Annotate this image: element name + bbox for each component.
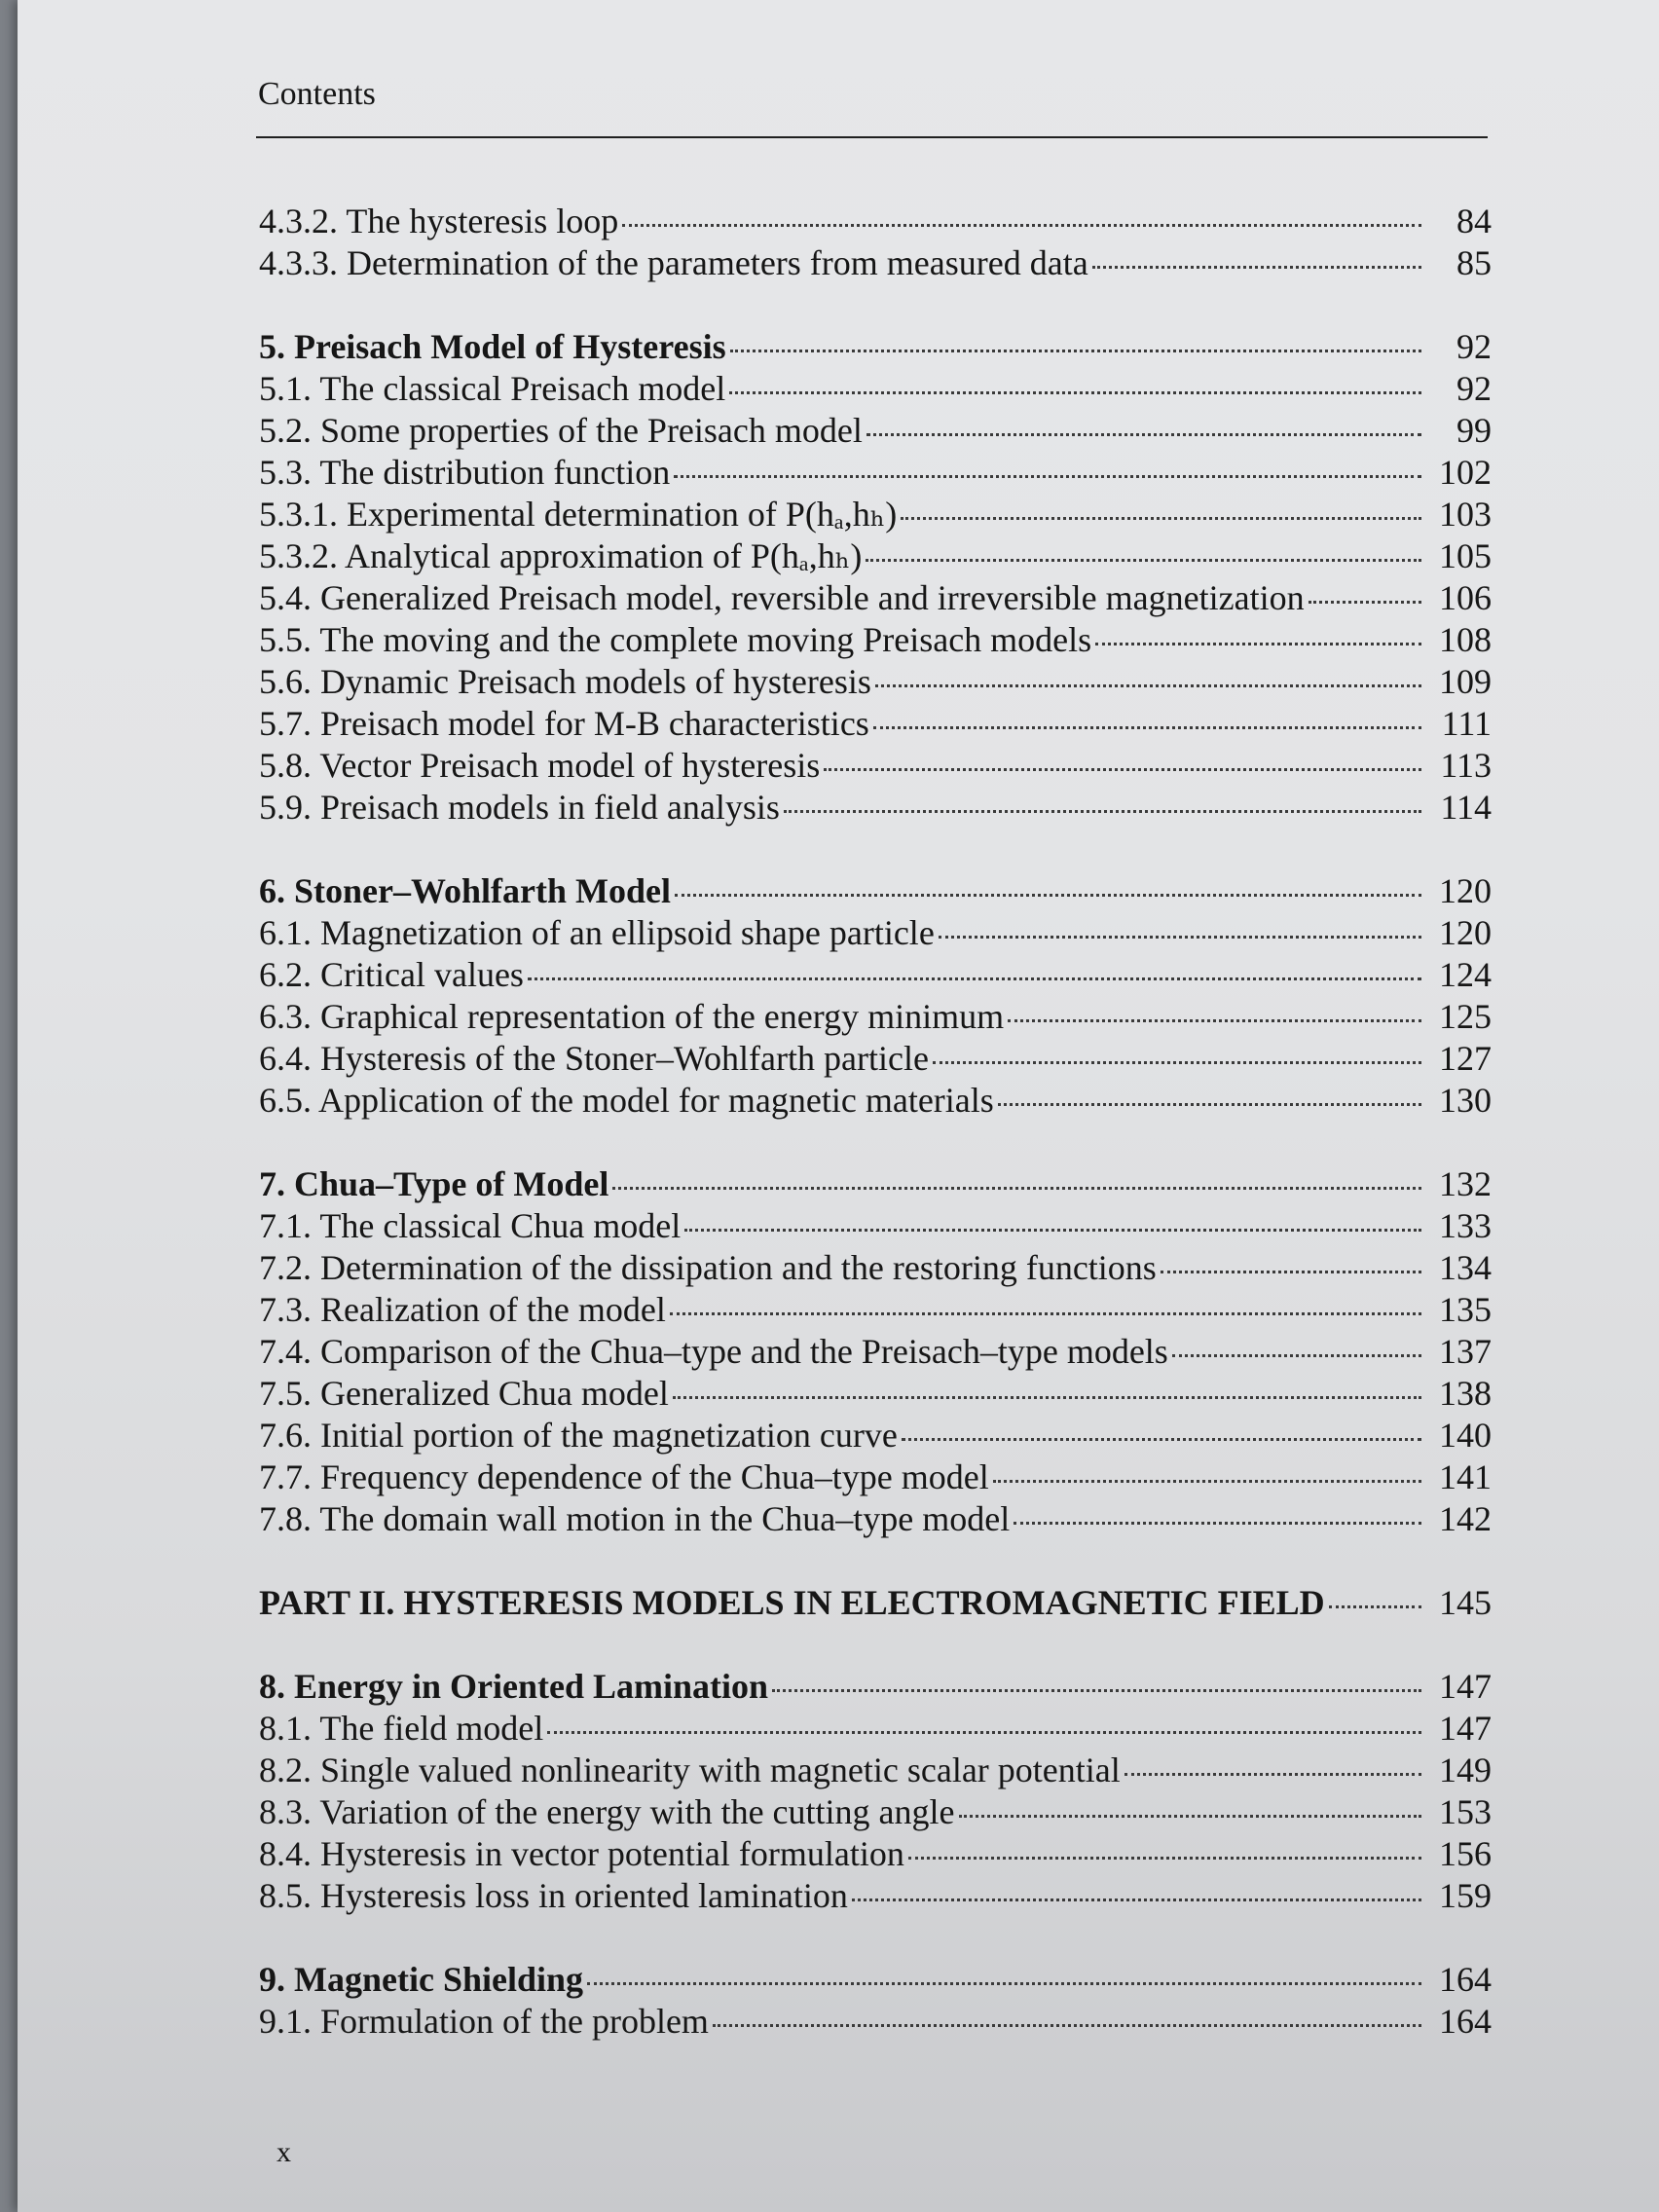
toc-entry — [259, 1289, 1492, 1331]
toc-entry — [259, 703, 1492, 745]
toc-entry-page: 164 — [1439, 2002, 1492, 2041]
toc-entry-page: 102 — [1439, 453, 1492, 492]
toc-entry-title: 7.3. Realization of the model — [259, 1290, 666, 1329]
toc-entry — [259, 1205, 1492, 1247]
dot-leader — [784, 809, 1421, 813]
toc-entry-page: 105 — [1439, 536, 1492, 575]
toc-entry-title: 5.3.1. Experimental determination of P(hₐ,hₕ) — [259, 495, 898, 534]
toc-entry — [259, 452, 1492, 494]
toc-entry-title: 5.2. Some properties of the Preisach model — [259, 411, 863, 450]
toc-entry-title: 6.2. Critical values — [259, 955, 524, 994]
toc-entry-title: 9.1. Formulation of the problem — [259, 2002, 709, 2041]
toc-entry-page: 137 — [1439, 1332, 1492, 1371]
toc-entry — [259, 1498, 1492, 1540]
toc-entry-title: 6.3. Graphical representation of the energy minimum — [259, 997, 1005, 1036]
dot-leader — [1309, 600, 1421, 604]
toc-chapter-heading — [259, 326, 1492, 368]
toc-entry — [259, 1373, 1492, 1415]
toc-entry-title: 8.3. Variation of the energy with the cutting angle — [259, 1792, 955, 1831]
toc-entry-page: 108 — [1439, 620, 1492, 659]
toc-entry — [259, 954, 1492, 996]
toc-entry-title: 4.3.3. Determination of the parameters from measured data — [259, 243, 1088, 282]
toc-entry-page: 114 — [1440, 788, 1492, 827]
toc-part-heading — [259, 1582, 1492, 1624]
table-of-contents — [259, 201, 1492, 2043]
toc-entry-page: 130 — [1439, 1081, 1492, 1120]
toc-entry-title: 6.1. Magnetization of an ellipsoid shape particle — [259, 913, 935, 952]
dot-leader — [730, 349, 1421, 352]
dot-leader — [713, 2023, 1421, 2027]
toc-entry-page: 120 — [1439, 913, 1492, 952]
toc-entry-title: 7.4. Comparison of the Chua–type and the Preisach–type models — [259, 1332, 1168, 1371]
toc-entry-title: 7.5. Generalized Chua model — [259, 1374, 669, 1413]
toc-entry-title: 8.4. Hysteresis in vector potential formulation — [259, 1834, 904, 1873]
toc-part-title: PART II. HYSTERESIS MODELS IN ELECTROMAGNETIC FIELD — [259, 1583, 1325, 1622]
dot-leader — [612, 1186, 1421, 1190]
dot-leader — [875, 683, 1421, 687]
toc-entry-page: 99 — [1456, 411, 1492, 450]
toc-entry — [259, 912, 1492, 954]
dot-leader — [1161, 1270, 1421, 1273]
toc-entry — [259, 2001, 1492, 2043]
toc-entry — [259, 1247, 1492, 1289]
toc-entry-title: 6.4. Hysteresis of the Stoner–Wohlfarth particle — [259, 1039, 929, 1078]
toc-chapter-heading — [259, 1163, 1492, 1205]
toc-chapter-title: 8. Energy in Oriented Lamination — [259, 1667, 769, 1706]
toc-entry-page: 111 — [1441, 704, 1492, 743]
dot-leader — [670, 1311, 1421, 1315]
header-rule — [256, 136, 1488, 138]
toc-chapter-heading — [259, 870, 1492, 912]
toc-entry-page: 84 — [1456, 202, 1492, 240]
dot-leader — [939, 935, 1421, 939]
toc-entry-title: 5.3. The distribution function — [259, 453, 671, 492]
toc-entry-page: 113 — [1440, 746, 1492, 785]
toc-entry-page: 109 — [1439, 662, 1492, 701]
dot-leader — [1008, 1018, 1421, 1022]
toc-entry — [259, 996, 1492, 1038]
toc-entry — [259, 494, 1492, 535]
dot-leader — [824, 767, 1421, 771]
toc-entry-title: 5.3.2. Analytical approximation of P(hₐ,hₕ) — [259, 536, 863, 575]
dot-leader — [866, 558, 1421, 562]
dot-leader — [852, 1898, 1421, 1901]
toc-entry-page: 132 — [1439, 1164, 1492, 1203]
toc-entry — [259, 368, 1492, 410]
toc-entry-title: 5.6. Dynamic Preisach models of hysteresis — [259, 662, 871, 701]
toc-entry-page: 127 — [1439, 1039, 1492, 1078]
toc-entry-title: 5.4. Generalized Preisach model, reversible and irreversible magnetization — [259, 578, 1305, 617]
toc-chapter-title: 6. Stoner–Wohlfarth Model — [259, 871, 671, 910]
toc-entry — [259, 1456, 1492, 1498]
toc-chapter-title: 5. Preisach Model of Hysteresis — [259, 327, 726, 366]
toc-entry-title: 7.2. Determination of the dissipation and the restoring functions — [259, 1248, 1157, 1287]
dot-leader — [1092, 265, 1421, 269]
toc-entry-page: 92 — [1456, 327, 1492, 366]
dot-leader — [873, 725, 1421, 729]
dot-leader — [1014, 1521, 1421, 1525]
toc-entry-page: 147 — [1439, 1709, 1492, 1748]
dot-leader — [675, 893, 1421, 897]
toc-entry — [259, 745, 1492, 787]
toc-entry-page: 142 — [1439, 1499, 1492, 1538]
toc-entry-page: 164 — [1439, 1960, 1492, 1999]
toc-entry-page: 156 — [1439, 1834, 1492, 1873]
dot-leader — [1095, 642, 1421, 645]
toc-entry — [259, 577, 1492, 619]
dot-leader — [547, 1730, 1421, 1734]
toc-entry-page: 135 — [1439, 1290, 1492, 1329]
toc-entry-page: 141 — [1439, 1457, 1492, 1496]
toc-entry — [259, 619, 1492, 661]
dot-leader — [1172, 1353, 1421, 1357]
toc-chapter-title: 9. Magnetic Shielding — [259, 1960, 584, 1999]
dot-leader — [902, 1437, 1421, 1441]
toc-entry-page: 124 — [1439, 955, 1492, 994]
toc-entry-page: 92 — [1456, 369, 1492, 408]
toc-entry-title: 8.1. The field model — [259, 1709, 544, 1748]
toc-entry-title: 4.3.2. The hysteresis loop — [259, 202, 619, 240]
toc-entry — [259, 410, 1492, 452]
dot-leader — [866, 432, 1421, 436]
page-number: x — [276, 2136, 291, 2168]
dot-leader — [1329, 1604, 1421, 1608]
dot-leader — [772, 1688, 1421, 1692]
toc-chapter-heading — [259, 1959, 1492, 2001]
toc-entry — [259, 1080, 1492, 1122]
toc-entry-title: 8.2. Single valued nonlinearity with magnetic scalar potential — [259, 1751, 1121, 1789]
dot-leader — [998, 1102, 1421, 1106]
toc-entry — [259, 1750, 1492, 1791]
toc-entry-title: 5.8. Vector Preisach model of hysteresis — [259, 746, 821, 785]
dot-leader — [673, 1395, 1421, 1399]
toc-entry — [259, 242, 1492, 284]
toc-entry — [259, 1415, 1492, 1456]
toc-entry-page: 159 — [1439, 1876, 1492, 1915]
toc-entry-title: 5.5. The moving and the complete moving Preisach models — [259, 620, 1092, 659]
toc-entry-page: 125 — [1439, 997, 1492, 1036]
toc-entry-title: 7.1. The classical Chua model — [259, 1206, 682, 1245]
toc-entry-title: 5.7. Preisach model for M-B characteristics — [259, 704, 869, 743]
dot-leader — [908, 1856, 1421, 1860]
toc-entry-page: 120 — [1439, 871, 1492, 910]
toc-entry — [259, 787, 1492, 829]
dot-leader — [674, 474, 1421, 478]
toc-entry — [259, 535, 1492, 577]
toc-entry-page: 147 — [1439, 1667, 1492, 1706]
toc-entry-page: 106 — [1439, 578, 1492, 617]
toc-entry-title: 5.1. The classical Preisach model — [259, 369, 726, 408]
dot-leader — [933, 1060, 1421, 1064]
toc-chapter-title: 7. Chua–Type of Model — [259, 1164, 609, 1203]
toc-entry-page: 153 — [1439, 1792, 1492, 1831]
toc-entry-page: 145 — [1439, 1583, 1492, 1622]
toc-entry-title: 7.8. The domain wall motion in the Chua–type model — [259, 1499, 1011, 1538]
toc-entry — [259, 1833, 1492, 1875]
toc-entry-page: 133 — [1439, 1206, 1492, 1245]
dot-leader — [901, 516, 1421, 520]
toc-entry-page: 149 — [1439, 1751, 1492, 1789]
toc-entry-title: 8.5. Hysteresis loss in oriented lamination — [259, 1876, 848, 1915]
dot-leader — [959, 1814, 1422, 1818]
toc-entry-title: 7.7. Frequency dependence of the Chua–type model — [259, 1457, 989, 1496]
toc-entry-title: 5.9. Preisach models in field analysis — [259, 788, 780, 827]
toc-entry — [259, 1331, 1492, 1373]
toc-entry — [259, 1791, 1492, 1833]
toc-entry-page: 103 — [1439, 495, 1492, 534]
toc-entry-page: 85 — [1456, 243, 1492, 282]
toc-entry — [259, 201, 1492, 242]
toc-entry-title: 6.5. Application of the model for magnetic materials — [259, 1081, 994, 1120]
dot-leader — [1124, 1772, 1421, 1776]
dot-leader — [587, 1981, 1421, 1985]
toc-entry — [259, 1038, 1492, 1080]
dot-leader — [684, 1228, 1421, 1232]
dot-leader — [993, 1479, 1421, 1483]
toc-entry-page: 138 — [1439, 1374, 1492, 1413]
toc-entry — [259, 1708, 1492, 1750]
dot-leader — [622, 223, 1421, 227]
toc-entry-page: 134 — [1439, 1248, 1492, 1287]
toc-entry — [259, 661, 1492, 703]
toc-chapter-heading — [259, 1666, 1492, 1708]
book-page — [18, 0, 1659, 2212]
running-head: Contents — [258, 76, 376, 112]
toc-entry-title: 7.6. Initial portion of the magnetization curve — [259, 1416, 898, 1455]
dot-leader — [729, 390, 1421, 394]
toc-entry — [259, 1875, 1492, 1917]
toc-entry-page: 140 — [1439, 1416, 1492, 1455]
dot-leader — [528, 977, 1421, 980]
